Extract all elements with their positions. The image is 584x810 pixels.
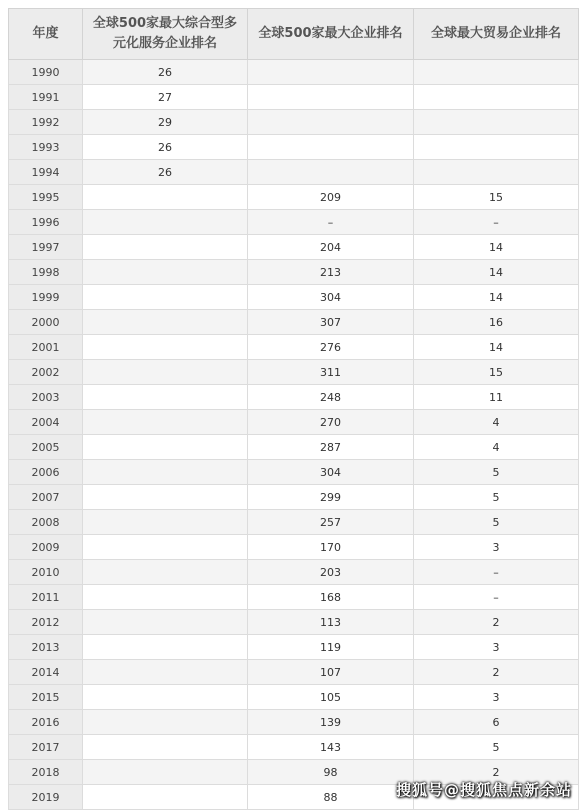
cell-trading-rank: – [414, 210, 579, 235]
cell-global-500-rank: 257 [248, 510, 414, 535]
cell-trading-rank: 14 [414, 235, 579, 260]
cell-year: 2002 [9, 360, 83, 385]
cell-global-500-rank: 105 [248, 685, 414, 710]
cell-global-500-rank: 287 [248, 435, 414, 460]
table-row [9, 485, 579, 510]
cell-year: 2006 [9, 460, 83, 485]
table-row [9, 710, 579, 735]
table-row [9, 585, 579, 610]
cell-trading-rank: 5 [414, 510, 579, 535]
cell-global-500-rank: 311 [248, 360, 414, 385]
header-year: 年度 [9, 9, 83, 60]
table-row [9, 335, 579, 360]
table-row [9, 60, 579, 85]
cell-year: 2017 [9, 735, 83, 760]
cell-global-500-rank: 113 [248, 610, 414, 635]
cell-year: 2009 [9, 535, 83, 560]
cell-diversified-services-rank [83, 535, 248, 560]
cell-global-500-rank: 170 [248, 535, 414, 560]
cell-diversified-services-rank: 26 [83, 60, 248, 85]
cell-trading-rank: 16 [414, 310, 579, 335]
cell-global-500-rank: 209 [248, 185, 414, 210]
cell-trading-rank [414, 160, 579, 185]
cell-diversified-services-rank [83, 710, 248, 735]
cell-trading-rank: 4 [414, 435, 579, 460]
cell-global-500-rank: 107 [248, 660, 414, 685]
cell-year: 2001 [9, 335, 83, 360]
cell-trading-rank: 14 [414, 335, 579, 360]
cell-trading-rank [414, 85, 579, 110]
table-row [9, 685, 579, 710]
cell-diversified-services-rank [83, 210, 248, 235]
table-body [9, 60, 579, 810]
cell-year: 2003 [9, 385, 83, 410]
table-row [9, 310, 579, 335]
cell-diversified-services-rank [83, 410, 248, 435]
cell-trading-rank: 4 [414, 410, 579, 435]
cell-global-500-rank: 304 [248, 285, 414, 310]
cell-global-500-rank: 248 [248, 385, 414, 410]
cell-global-500-rank: 139 [248, 710, 414, 735]
cell-trading-rank: 3 [414, 685, 579, 710]
cell-diversified-services-rank [83, 760, 248, 785]
cell-global-500-rank: 204 [248, 235, 414, 260]
cell-year: 2016 [9, 710, 83, 735]
cell-year: 2018 [9, 760, 83, 785]
cell-diversified-services-rank: 29 [83, 110, 248, 135]
cell-year: 1995 [9, 185, 83, 210]
table-row [9, 285, 579, 310]
cell-diversified-services-rank [83, 360, 248, 385]
cell-global-500-rank [248, 160, 414, 185]
cell-trading-rank: – [414, 560, 579, 585]
cell-diversified-services-rank [83, 310, 248, 335]
cell-diversified-services-rank [83, 735, 248, 760]
cell-diversified-services-rank: 26 [83, 135, 248, 160]
table-row [9, 435, 579, 460]
cell-trading-rank: 2 [414, 610, 579, 635]
cell-global-500-rank [248, 110, 414, 135]
cell-diversified-services-rank [83, 785, 248, 810]
cell-trading-rank: 14 [414, 285, 579, 310]
table-row [9, 510, 579, 535]
cell-year: 1990 [9, 60, 83, 85]
table-row [9, 360, 579, 385]
cell-diversified-services-rank: 27 [83, 85, 248, 110]
table-row [9, 610, 579, 635]
cell-global-500-rank: 88 [248, 785, 414, 810]
cell-global-500-rank: – [248, 210, 414, 235]
table-row [9, 160, 579, 185]
cell-global-500-rank: 168 [248, 585, 414, 610]
table-row [9, 110, 579, 135]
cell-trading-rank: 5 [414, 485, 579, 510]
cell-diversified-services-rank [83, 235, 248, 260]
cell-global-500-rank: 304 [248, 460, 414, 485]
cell-trading-rank: 6 [414, 710, 579, 735]
cell-trading-rank [414, 110, 579, 135]
cell-global-500-rank: 276 [248, 335, 414, 360]
cell-year: 2007 [9, 485, 83, 510]
cell-global-500-rank [248, 135, 414, 160]
watermark: 搜狐号@搜狐焦点新余站 [395, 781, 572, 799]
table-row [9, 735, 579, 760]
cell-year: 1997 [9, 235, 83, 260]
header-global-500-rank: 全球500家最大企业排名 [248, 9, 414, 60]
table-row [9, 235, 579, 260]
cell-global-500-rank: 143 [248, 735, 414, 760]
cell-year: 1992 [9, 110, 83, 135]
table-row [9, 385, 579, 410]
table-row [9, 260, 579, 285]
cell-trading-rank: 5 [414, 460, 579, 485]
cell-global-500-rank [248, 60, 414, 85]
table-row [9, 410, 579, 435]
table-row [9, 210, 579, 235]
cell-global-500-rank: 270 [248, 410, 414, 435]
cell-year: 1998 [9, 260, 83, 285]
table-row [9, 660, 579, 685]
cell-year: 1999 [9, 285, 83, 310]
cell-trading-rank: 14 [414, 260, 579, 285]
cell-year: 1991 [9, 85, 83, 110]
cell-trading-rank: 2 [414, 760, 579, 785]
cell-diversified-services-rank [83, 485, 248, 510]
cell-trading-rank: – [414, 585, 579, 610]
cell-trading-rank: 5 [414, 735, 579, 760]
cell-diversified-services-rank [83, 610, 248, 635]
cell-year: 2012 [9, 610, 83, 635]
cell-year: 2019 [9, 785, 83, 810]
cell-trading-rank: 3 [414, 635, 579, 660]
cell-global-500-rank: 213 [248, 260, 414, 285]
cell-year: 1996 [9, 210, 83, 235]
ranking-table [8, 8, 579, 810]
cell-trading-rank: 15 [414, 360, 579, 385]
cell-diversified-services-rank [83, 685, 248, 710]
cell-global-500-rank [248, 85, 414, 110]
cell-diversified-services-rank: 26 [83, 160, 248, 185]
table-header [9, 9, 579, 60]
cell-global-500-rank: 98 [248, 760, 414, 785]
cell-global-500-rank: 203 [248, 560, 414, 585]
cell-diversified-services-rank [83, 460, 248, 485]
cell-trading-rank: 15 [414, 185, 579, 210]
cell-trading-rank [414, 135, 579, 160]
cell-diversified-services-rank [83, 285, 248, 310]
cell-diversified-services-rank [83, 510, 248, 535]
cell-year: 2014 [9, 660, 83, 685]
cell-global-500-rank: 307 [248, 310, 414, 335]
header-trading-rank: 全球最大贸易企业排名 [414, 9, 579, 60]
cell-year: 2004 [9, 410, 83, 435]
cell-year: 2015 [9, 685, 83, 710]
cell-trading-rank [414, 60, 579, 85]
cell-diversified-services-rank [83, 635, 248, 660]
cell-trading-rank: 3 [414, 535, 579, 560]
cell-year: 2005 [9, 435, 83, 460]
cell-global-500-rank: 299 [248, 485, 414, 510]
cell-diversified-services-rank [83, 585, 248, 610]
cell-year: 2008 [9, 510, 83, 535]
cell-trading-rank: 2 [414, 660, 579, 685]
cell-year: 2010 [9, 560, 83, 585]
table-row [9, 460, 579, 485]
table-row [9, 185, 579, 210]
cell-diversified-services-rank [83, 260, 248, 285]
cell-diversified-services-rank [83, 385, 248, 410]
cell-trading-rank: 11 [414, 385, 579, 410]
table-row [9, 135, 579, 160]
table-row [9, 85, 579, 110]
cell-year: 1994 [9, 160, 83, 185]
cell-diversified-services-rank [83, 560, 248, 585]
cell-diversified-services-rank [83, 660, 248, 685]
cell-diversified-services-rank [83, 435, 248, 460]
cell-diversified-services-rank [83, 185, 248, 210]
cell-diversified-services-rank [83, 335, 248, 360]
cell-year: 2011 [9, 585, 83, 610]
cell-global-500-rank: 119 [248, 635, 414, 660]
cell-year: 1993 [9, 135, 83, 160]
header-diversified-services-rank: 全球500家最大综合型多元化服务企业排名 [83, 9, 248, 60]
cell-year: 2000 [9, 310, 83, 335]
table-row [9, 635, 579, 660]
table-row [9, 560, 579, 585]
table-row [9, 535, 579, 560]
cell-year: 2013 [9, 635, 83, 660]
